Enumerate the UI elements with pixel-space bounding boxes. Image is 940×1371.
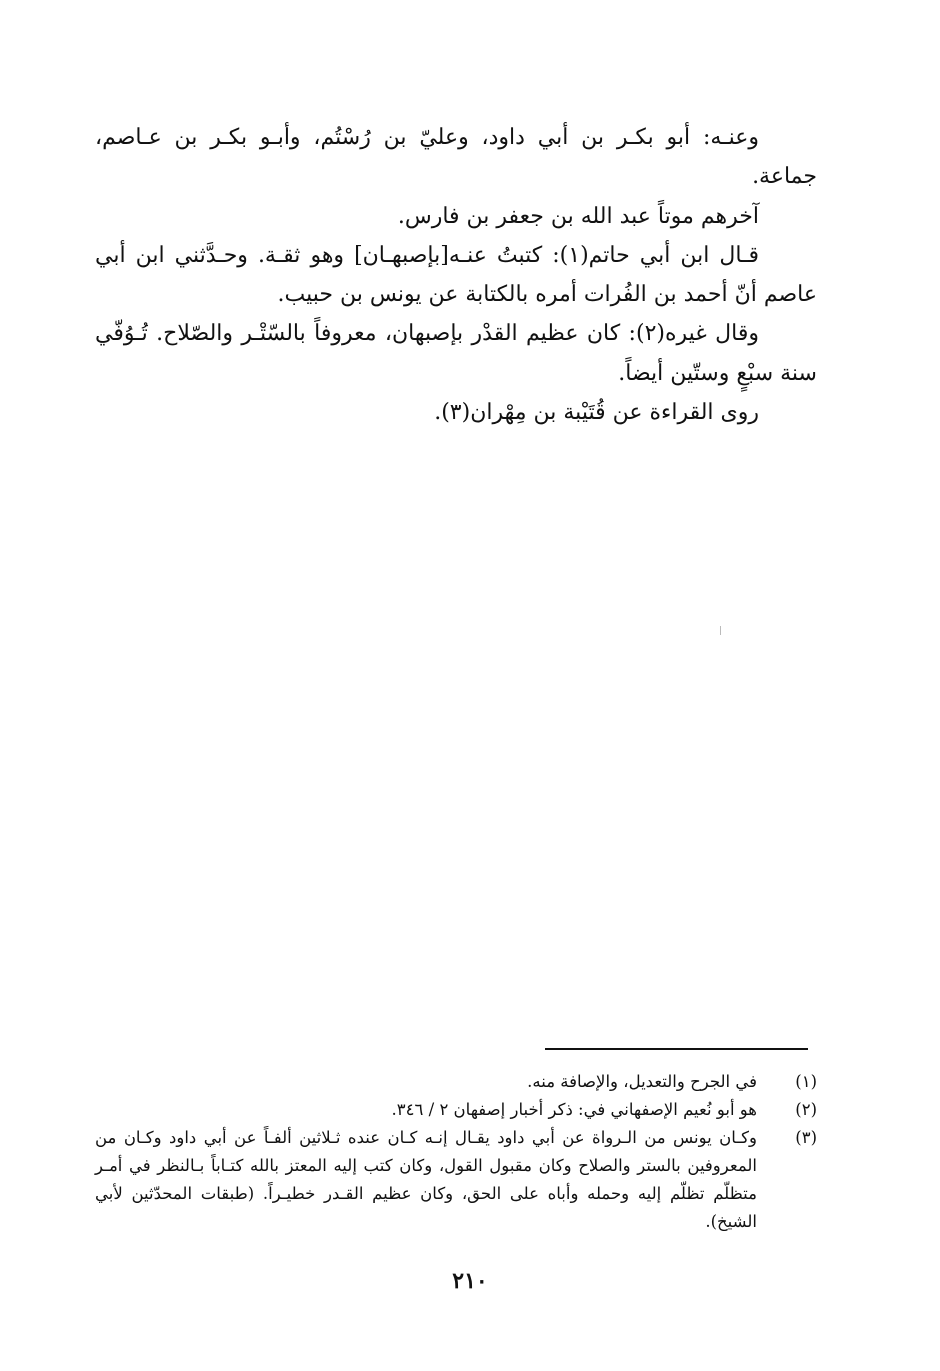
footnote-number: (٢) [795,1100,817,1119]
page-number: ٢١٠ [452,1268,488,1294]
main-text [95,118,817,432]
footnote-number: (٣) [795,1128,817,1147]
paragraph: وقال غيره(٢): كان عظيم القدْر بإصبهان، معروفاً بالسّتْـر والصّلاح. تُـوُفّي سنة سبْعٍ وستّين أيضاً. [95,321,817,386]
footnote-text: هو أبو نُعيم الإصفهاني في: ذكر أخبار إصفهان ٢ / ٣٤٦. [391,1100,757,1119]
footnote-text: وكـان يونس من الـرواة عن أبي داود يقـال إنـه كـان عنده ثـلاثين ألفـاً عن أبي داود وكـان من المعروفين بالستر والصلاح وكان مقبول القول، وكان كتب إليه المعتز بالله كتـاباً بـالنظر في أمـر متظلّم تظلّم إليه وحمله وأباه على الحق، وكان عظيم القـدر خطيـراً. (طبقات المحدّثين لأبي الشيخ). [95,1128,757,1231]
paragraph: وعنـه: أبو بكـر بن أبي داود، وعليّ بن رُسْتُم، وأبـو بكـر بن عـاصم، جماعة. [95,125,817,190]
paragraph: آخرهم موتاً عبد الله بن جعفر بن فارس. [397,203,759,229]
footnote-2 [95,1096,817,1124]
paragraph: قـال ابن أبي حاتم(١): كتبتُ عنـه[بإصبهـان] وهو ثقـة. وحـدَّثني ابن أبي عاصم أنّ أحمد بن الفُرات أمره بالكتابة عن يونس بن حبيب. [95,242,817,308]
footnote-text: في الجرح والتعديل، والإصافة منه. [527,1072,757,1091]
footnote-number: (١) [795,1072,817,1091]
footnote-3 [95,1124,817,1236]
scan-speck [720,626,721,635]
footnote-1 [95,1068,817,1096]
footnotes [95,1068,817,1236]
paragraph: روى القراءة عن قُتَيْبة بن مِهْران(٣). [434,400,759,426]
footnote-separator [545,1048,808,1050]
